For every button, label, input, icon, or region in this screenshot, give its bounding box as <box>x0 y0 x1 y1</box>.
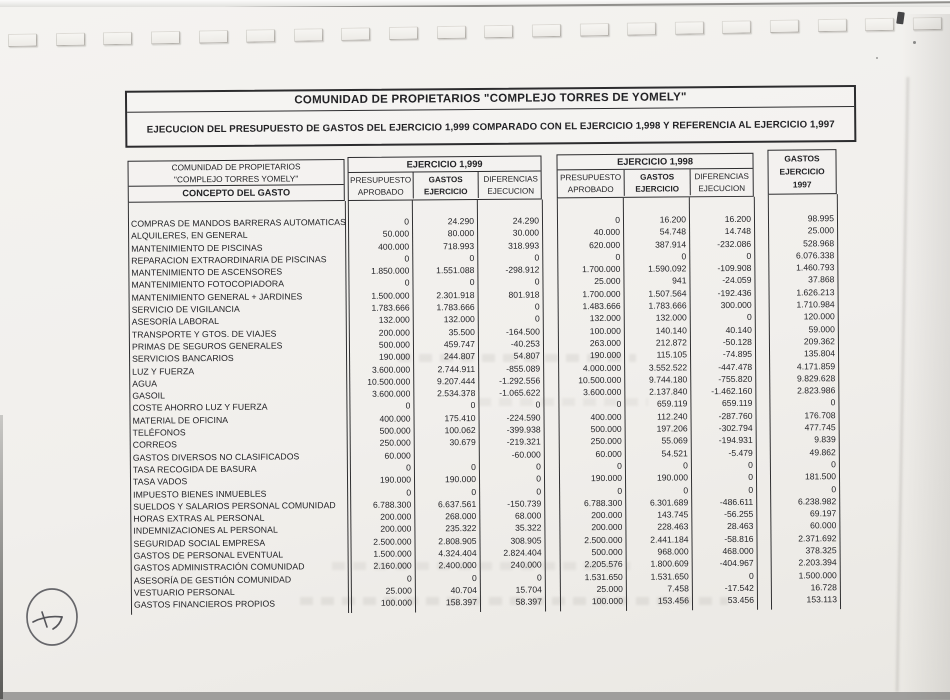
concepto-cell: TRANSPORTE Y GTOS. DE VIAJES <box>131 328 277 340</box>
value-cell: 0 <box>469 277 475 288</box>
col-header-gastos-1998: GASTOS EJERCICIO <box>624 169 690 196</box>
value-cell: 16.728 <box>810 582 837 593</box>
concepto-cell: ASESORÍA DE GESTIÓN COMUNIDAD <box>133 574 292 586</box>
value-cell: 0 <box>748 570 754 581</box>
value-cell: 0 <box>404 277 410 289</box>
concepto-cell: IMPUESTO BIENES INMUEBLES <box>133 488 267 500</box>
value-cell: 659.119 <box>721 398 753 409</box>
value-cell <box>414 449 479 462</box>
value-cell: -302.794 <box>718 422 753 434</box>
value-cell: 24.290 <box>512 215 540 226</box>
value-cell: 500.000 <box>378 339 410 350</box>
value-cell: 0 <box>617 460 622 471</box>
value-cell: 209.362 <box>803 336 835 347</box>
value-cell: -17.542 <box>724 582 754 593</box>
concepto-cell: GASOIL <box>132 390 166 401</box>
value-cell: 0 <box>748 484 754 495</box>
value-cell: 40.000 <box>593 227 621 238</box>
value-cell: 176.708 <box>804 409 836 421</box>
value-cell: 1.460.793 <box>796 262 835 273</box>
value-cell: 60.000 <box>384 450 411 461</box>
value-cell: 115.105 <box>656 349 688 360</box>
value-cell: 0 <box>534 252 540 263</box>
value-cell: 300.000 <box>720 299 752 311</box>
concepto-cell: SEGURIDAD SOCIAL EMPRESA <box>133 537 266 549</box>
value-cell: 54.521 <box>661 447 688 459</box>
value-cell: 132.000 <box>589 313 621 324</box>
concepto-cell: MANTENIMIENTO DE ASCENSORES <box>131 266 283 278</box>
value-cell: -486.611 <box>719 496 754 507</box>
bleedthrough-smudge <box>478 398 648 406</box>
value-cell: 0 <box>748 459 753 470</box>
value-cell: 25.000 <box>596 583 623 594</box>
value-cell: 400.000 <box>590 411 622 422</box>
value-cell: 30.679 <box>449 437 476 448</box>
value-cell: 0 <box>615 251 621 262</box>
value-cell: 0 <box>471 572 477 583</box>
group-1999-label: EJERCICIO 1,999 <box>348 156 540 173</box>
value-cell: -224.590 <box>506 412 541 423</box>
value-cell: 941 <box>672 275 687 286</box>
value-cell: -855.089 <box>506 363 541 374</box>
value-cell: 0 <box>831 459 836 470</box>
value-cell: 30.000 <box>512 227 540 238</box>
value-cell: 0 <box>681 251 687 262</box>
value-cell: -1.292.556 <box>499 375 541 386</box>
value-cell: 459.747 <box>443 338 475 350</box>
concepto-cell: ASESORÍA LABORAL <box>131 316 220 328</box>
value-cell: 0 <box>536 572 542 583</box>
concepto-cell: MATERIAL DE OFICINA <box>132 414 229 426</box>
value-cell: 378.325 <box>805 545 837 556</box>
value-cell: 60.000 <box>810 520 837 531</box>
concepto-cell: SERVICIOS BANCARIOS <box>132 353 234 364</box>
value-cell: 143.745 <box>657 509 689 520</box>
value-cell: -56.255 <box>724 508 754 520</box>
col-header-presupuesto-1998: PRESUPUESTO APROBADO <box>560 172 622 194</box>
value-cell: 4.171.859 <box>796 360 836 372</box>
value-cell: 6.788.300 <box>372 499 412 510</box>
value-cell: -447.478 <box>718 361 753 372</box>
value-cell: -5.479 <box>728 447 753 458</box>
value-cell: 0 <box>536 473 542 484</box>
value-cell: 0 <box>830 397 836 408</box>
value-cell: 16.200 <box>659 214 687 225</box>
value-cell: -1.462.160 <box>711 385 753 397</box>
value-cell: 2.808.905 <box>438 535 477 547</box>
concepto-cell: TASA RECOGIDA DE BASURA <box>132 463 257 475</box>
value-cell: 0 <box>617 485 623 496</box>
value-cell: -194.931 <box>718 435 753 446</box>
value-cell: 181.500 <box>804 471 837 482</box>
value-cell: 2.824.404 <box>503 547 542 558</box>
value-cell: -24.059 <box>722 275 752 286</box>
value-cell: 1.700.000 <box>582 264 621 275</box>
value-cell: 4.324.404 <box>438 548 477 559</box>
concepto-cell: GASTOS ADMINISTRACIÓN COMUNIDAD <box>133 561 305 573</box>
value-cell: 250.000 <box>590 436 622 447</box>
value-cell: 0 <box>535 399 541 410</box>
value-cell: 200.000 <box>380 523 412 535</box>
value-cell: 387.914 <box>655 238 687 250</box>
value-cell: 1.531.650 <box>584 571 623 582</box>
value-cell: 228.463 <box>657 521 689 532</box>
value-cell: 100.062 <box>444 425 476 436</box>
value-cell: 968.000 <box>657 546 689 557</box>
value-cell: 2.301.918 <box>436 289 475 301</box>
concepto-cell: PRIMAS DE SEGUROS GENERALES <box>131 340 283 352</box>
value-cell: 244.807 <box>443 351 476 362</box>
concepto-cell: MANTENIMIENTO GENERAL + JARDINES <box>131 291 303 303</box>
concepto-cell: TELÉFONOS <box>132 427 186 438</box>
value-cell: -192.436 <box>717 287 752 298</box>
value-cell: 9.207.444 <box>436 375 476 387</box>
value-cell: 500.000 <box>379 425 411 436</box>
value-cell: 50.000 <box>382 228 410 240</box>
value-cell: 10.500.000 <box>578 374 622 386</box>
concepto-cell: MANTENIMIENTO FOTOCOPIADORA <box>131 278 285 291</box>
value-cell: 16.200 <box>724 213 752 225</box>
value-cell: 68.000 <box>514 510 542 521</box>
pen-speck <box>913 41 916 44</box>
value-cell: 1.531.650 <box>650 570 689 582</box>
value-cell: 60.000 <box>595 448 622 459</box>
value-cell: 268.000 <box>445 511 477 522</box>
value-cell: 400.000 <box>379 413 411 424</box>
concepto-cell: CORREOS <box>132 439 178 451</box>
value-cell: -219.321 <box>506 436 541 448</box>
value-cell: 25.000 <box>807 225 835 236</box>
value-cell: 1.551.088 <box>436 265 475 276</box>
bleedthrough-smudge <box>398 354 636 362</box>
value-cell: 54.807 <box>513 350 541 361</box>
value-cell: 4.000.000 <box>582 362 622 373</box>
value-cell: 0 <box>683 460 688 471</box>
value-cell: 28.463 <box>727 521 754 532</box>
value-cell: 190.000 <box>589 350 622 361</box>
bleedthrough-smudge <box>300 597 728 605</box>
value-cell: 1.800.609 <box>650 558 689 569</box>
value-cell: 0 <box>470 400 476 411</box>
value-cell: 0 <box>748 472 754 483</box>
value-cell: 500.000 <box>591 546 623 558</box>
concepto-cell: COSTE AHORRO LUZ Y FUERZA <box>132 402 268 414</box>
value-cell: 0 <box>616 399 622 410</box>
value-cell: -298.912 <box>505 264 540 275</box>
value-cell: 718.993 <box>443 240 475 251</box>
concepto-cell: TASA VADOS <box>132 476 188 487</box>
value-cell: 153.456 <box>657 595 690 606</box>
value-cell: 69.197 <box>809 508 837 519</box>
value-cell: 620.000 <box>589 239 621 250</box>
value-cell: 2.744.911 <box>437 363 476 374</box>
value-cell: 6.301.689 <box>649 497 689 508</box>
value-cell: 175.410 <box>444 412 476 423</box>
value-cell: 200.000 <box>591 509 623 521</box>
value-cell: 158.397 <box>445 597 478 608</box>
value-cell: 2.823.986 <box>797 385 836 396</box>
value-cell: 1.590.092 <box>648 263 687 274</box>
value-cell: 263.000 <box>589 337 621 349</box>
value-cell: 80.000 <box>447 228 475 239</box>
value-cell: 190.000 <box>444 474 477 485</box>
value-cell: 0 <box>534 313 540 324</box>
value-cell: 318.993 <box>508 240 540 251</box>
value-cell: 1.710.984 <box>796 299 835 310</box>
value-cell: 1.500.000 <box>373 548 412 559</box>
value-cell: 1.483.666 <box>582 300 621 312</box>
col-header-gastos-1999: GASTOS EJERCICIO <box>413 172 478 199</box>
concepto-cell: LUZ Y FUERZA <box>132 365 195 377</box>
value-cell: 250.000 <box>379 437 411 449</box>
corner-line2: "COMPLEJO TORRES YOMELY" <box>173 173 299 185</box>
value-cell: 58.397 <box>515 596 543 607</box>
value-cell: 2.203.394 <box>798 557 837 568</box>
value-cell: 120.000 <box>803 311 835 322</box>
concepto-cell: GASTOS DIVERSOS NO CLASIFICADOS <box>132 451 300 463</box>
bleedthrough-smudge <box>332 562 630 570</box>
value-cell: 468.000 <box>722 545 754 557</box>
value-cell: 0 <box>615 214 621 225</box>
value-cell: 190.000 <box>590 473 623 484</box>
value-cell: 3.600.000 <box>371 364 411 375</box>
value-cell: -164.500 <box>505 326 540 337</box>
value-cell: -109.908 <box>717 263 752 274</box>
group-1998-label: EJERCICIO 1,998 <box>557 154 752 171</box>
value-cell: 7.458 <box>667 583 689 594</box>
value-cell: 49.862 <box>809 446 836 458</box>
value-cell: 2.500.000 <box>373 536 412 547</box>
corner-line1: COMUNIDAD DE PROPIETARIOS <box>171 161 301 173</box>
value-cell: 0 <box>536 486 542 497</box>
value-cell: 100.000 <box>589 325 621 336</box>
value-cell: 3.600.000 <box>372 388 411 399</box>
value-cell: 1.783.666 <box>436 302 475 313</box>
page-title: COMUNIDAD DE PROPIETARIOS "COMPLEJO TORRES DE YOMELY" <box>127 87 854 113</box>
value-cell: 54.748 <box>659 226 687 237</box>
col-header-presupuesto-1999: PRESUPUESTO APROBADO <box>350 175 412 197</box>
value-cell: 132.000 <box>655 312 687 323</box>
value-cell: 1.783.666 <box>648 300 687 311</box>
pen-speck <box>876 57 878 59</box>
concepto-cell: GASTOS FINANCIEROS PROPIOS <box>133 598 276 610</box>
value-cell: 0 <box>534 301 540 312</box>
value-cell: 98.995 <box>807 213 835 224</box>
value-cell: 200.000 <box>378 327 410 338</box>
concepto-cell: AGUA <box>132 378 158 389</box>
value-cell: 2.400.000 <box>438 560 477 571</box>
value-cell: 1.500.000 <box>371 290 410 301</box>
value-cell: -287.760 <box>718 410 753 421</box>
value-cell: 1.700.000 <box>582 288 621 299</box>
concepto-cell: COMPRAS DE MANDOS BARRERAS AUTOMATICAS <box>130 217 346 229</box>
value-cell: 153.113 <box>806 594 838 605</box>
col-header-1997-line3: 1997 <box>792 179 812 190</box>
value-cell: 100.000 <box>591 596 624 607</box>
value-cell: 25.000 <box>594 276 621 287</box>
value-cell: 0 <box>746 250 752 261</box>
value-cell: 35.500 <box>448 326 475 337</box>
value-cell: 0 <box>831 483 837 494</box>
value-cell: 0 <box>404 253 410 264</box>
col-header-1997-line1: GASTOS <box>784 153 820 164</box>
value-cell: 1.507.564 <box>648 288 687 299</box>
value-cell: -404.967 <box>719 558 754 569</box>
value-cell: 24.290 <box>447 216 475 227</box>
concepto-cell: ALQUILERES, EN GENERAL <box>131 230 248 241</box>
value-cell: 200.000 <box>591 522 623 533</box>
page-subtitle: EJECUCION DEL PRESUPUESTO DE GASTOS DEL EJERCICIO 1,999 COMPARADO CON EL EJERCICIO 1,998 Y REFERENCIA AL EJERCICIO 1,997 <box>146 119 835 136</box>
value-cell: 14.748 <box>724 226 752 237</box>
concepto-cell: VESTUARIO PERSONAL <box>133 586 235 598</box>
group-header-1998 <box>556 153 753 199</box>
value-cell: 190.000 <box>378 351 411 363</box>
value-cell: 235.322 <box>445 523 477 534</box>
value-cell: 3.552.522 <box>648 361 688 373</box>
value-cell: 0 <box>683 484 689 495</box>
value-cell: 40.704 <box>450 584 477 596</box>
corner-concepto-label: CONCEPTO DEL GASTO <box>129 184 344 202</box>
value-cell: 135.804 <box>803 348 836 359</box>
value-cell: 1.500.000 <box>798 569 837 581</box>
value-cell: 132.000 <box>443 314 475 325</box>
value-cell: 0 <box>534 276 540 288</box>
value-cell: 2.534.378 <box>437 388 476 399</box>
value-cell: 35.322 <box>515 522 542 534</box>
value-cell: 0 <box>406 487 412 498</box>
value-cell: 1.850.000 <box>371 265 410 277</box>
value-cell: 1.783.666 <box>371 302 410 313</box>
concepto-cell: REPARACION EXTRAORDINARIA DE PISCINAS <box>131 254 327 266</box>
value-cell: 801.918 <box>508 289 540 300</box>
value-cell: 2.441.184 <box>650 534 689 545</box>
value-cell: 240.000 <box>510 559 542 571</box>
value-cell: -232.086 <box>717 238 752 249</box>
value-cell: 6.637.561 <box>437 498 477 510</box>
value-cell: 200.000 <box>380 511 412 522</box>
value-cell: 528.968 <box>803 237 835 249</box>
value-cell: 3.600.000 <box>583 387 622 398</box>
value-cell: -399.938 <box>506 424 541 435</box>
concepto-cell: HORAS EXTRAS AL PERSONAL <box>133 512 265 524</box>
value-cell: 140.140 <box>655 325 687 336</box>
value-cell: 132.000 <box>378 314 410 326</box>
col-header-diferencias-1998: DIFERENCIAS EJECUCION <box>690 169 753 195</box>
value-cell: 2.371.692 <box>798 532 837 544</box>
value-cell: -58.816 <box>724 533 754 544</box>
value-cell: 659.119 <box>656 398 688 410</box>
table-corner-header <box>128 159 345 203</box>
value-cell: 308.905 <box>510 535 542 546</box>
concepto-cell: GASTOS DE PERSONAL EVENTUAL <box>133 549 284 561</box>
value-cell: 9.839 <box>814 434 836 445</box>
value-cell: 0 <box>406 573 412 584</box>
concepto-cell: SERVICIO DE VIGILANCIA <box>131 303 240 315</box>
value-cell: 37.868 <box>808 274 835 285</box>
value-cell: 400.000 <box>378 241 410 252</box>
value-cell: 6.238.982 <box>797 495 837 507</box>
value-cell: 0 <box>405 400 411 411</box>
value-cell: 25.000 <box>385 585 412 596</box>
concepto-cell: SUELDOS Y SALARIOS PERSONAL COMUNIDAD <box>133 499 336 512</box>
value-cell: 10.500.000 <box>367 376 411 387</box>
value-cell: 55.069 <box>661 435 688 446</box>
group-header-1997 <box>767 149 836 195</box>
concepto-cell: MANTENIMIENTO DE PISCINAS <box>131 242 263 254</box>
value-cell: 477.745 <box>804 422 836 433</box>
value-cell: 15.704 <box>515 584 542 595</box>
value-cell: 112.240 <box>657 411 688 422</box>
value-cell: 190.000 <box>379 474 412 485</box>
value-cell: 1.626.213 <box>796 286 835 298</box>
group-header-1999 <box>347 155 541 201</box>
value-cell: 2.160.000 <box>373 560 412 572</box>
value-cell: 212.872 <box>655 337 687 348</box>
value-cell: 100.000 <box>380 597 413 608</box>
value-cell: 0 <box>404 216 410 227</box>
col-header-diferencias-1999: DIFERENCIAS EJECUCION <box>478 171 543 198</box>
value-cell: 2.137.840 <box>649 386 688 397</box>
value-cell: 0 <box>536 461 541 472</box>
value-cell: 0 <box>471 461 476 472</box>
value-cell: 53.456 <box>727 595 755 606</box>
value-cell: 0 <box>469 252 475 263</box>
concepto-cell: INDEMNIZACIONES AL PERSONAL <box>133 524 278 537</box>
col-header-1997-line2: EJERCICIO <box>779 166 825 177</box>
value-cell: 59.000 <box>808 323 835 335</box>
value-cell: 6.788.300 <box>583 497 623 508</box>
handwritten-circled-seven <box>22 584 84 657</box>
value-cell: 6.076.338 <box>795 250 835 261</box>
value-cell: -1.065.622 <box>499 387 541 398</box>
value-cell: 197.206 <box>656 423 688 434</box>
value-cell: -60.000 <box>511 449 541 460</box>
value-cell: 0 <box>471 486 477 497</box>
value-cell: -150.739 <box>507 498 542 509</box>
title-box <box>125 85 856 148</box>
value-cell: -755.820 <box>718 373 753 384</box>
value-cell: 9.744.180 <box>648 374 688 385</box>
value-cell: -50.128 <box>722 336 752 348</box>
value-cell: 2.500.000 <box>584 534 623 545</box>
value-cell: 9.829.628 <box>796 373 836 384</box>
value-cell: -40.253 <box>510 338 540 349</box>
value-cell: 0 <box>746 312 752 323</box>
value-cell: 2.205.576 <box>584 559 623 570</box>
value-cell: -74.895 <box>722 349 753 360</box>
value-cell: 0 <box>406 462 411 473</box>
value-cell: 500.000 <box>590 423 622 435</box>
value-cell: 40.140 <box>725 324 752 335</box>
value-cell: 190.000 <box>656 472 689 483</box>
